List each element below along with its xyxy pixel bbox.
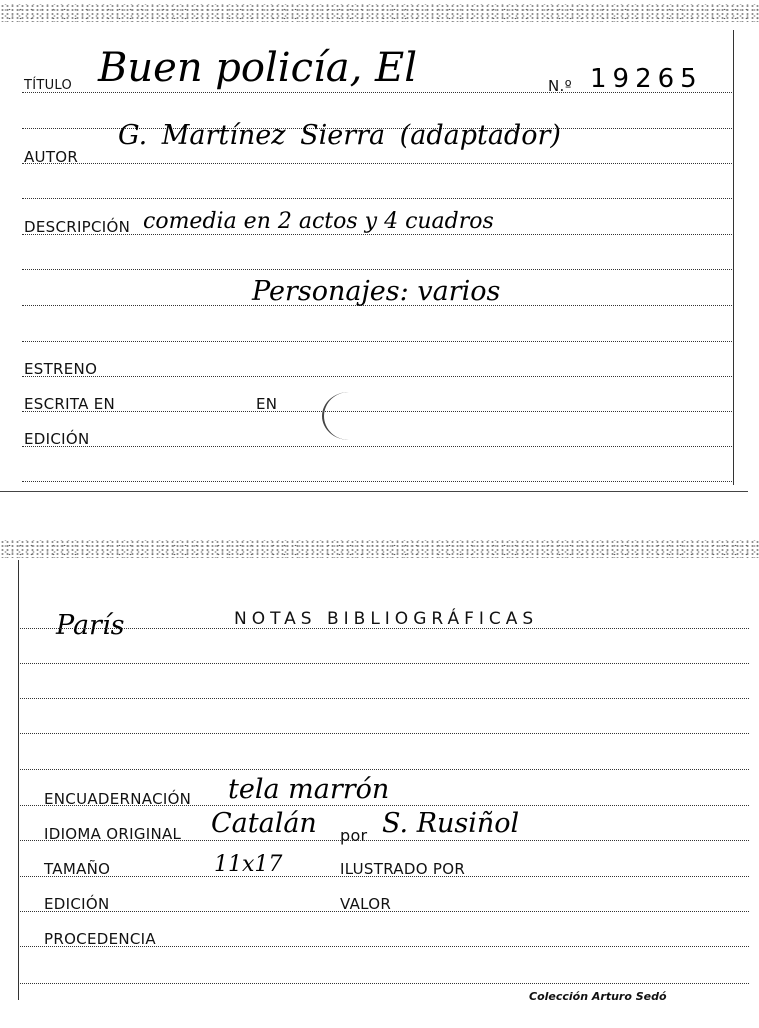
procedencia-label: PROCEDENCIA — [44, 930, 156, 948]
ilustrado-por-label: ILUSTRADO POR — [340, 860, 466, 878]
autor-value: G. Martínez Sierra (adaptador) — [118, 120, 561, 151]
descripcion-label: DESCRIPCIÓN — [24, 218, 131, 236]
notas-value: París — [56, 610, 125, 641]
idioma-original-label: IDIOMA ORIGINAL — [44, 825, 182, 843]
edicion-label: EDICIÓN — [44, 895, 110, 913]
encuadernacion-value: tela marrón — [228, 774, 390, 805]
escrita-en-label: ESCRITA EN — [24, 395, 116, 413]
scan-edge — [0, 540, 759, 558]
valor-label: VALOR — [340, 895, 392, 913]
por-label: por — [340, 826, 368, 845]
notas-bibliograficas-title: NOTAS BIBLIOGRÁFICAS — [234, 609, 539, 629]
titulo-label: TÍTULO — [24, 78, 73, 93]
descripcion-value-2: Personajes: varios — [252, 276, 501, 307]
por-value: S. Rusiñol — [382, 808, 520, 839]
numero-value: 19265 — [590, 64, 703, 94]
card-right-edge — [733, 30, 734, 485]
tamano-value: 11x17 — [214, 852, 283, 877]
catalog-card-back — [0, 540, 759, 1010]
card-left-edge — [18, 560, 19, 1000]
catalog-card-front — [0, 0, 759, 500]
scan-mark — [322, 392, 376, 440]
numero-label: N.º — [548, 77, 572, 95]
encuadernacion-label: ENCUADERNACIÓN — [44, 790, 192, 808]
titulo-value: Buen policía, El — [98, 45, 418, 91]
edicion-label: EDICIÓN — [24, 430, 90, 448]
en-label: EN — [256, 395, 278, 413]
scan-edge — [0, 4, 759, 22]
card-bottom-edge — [0, 491, 748, 492]
estreno-label: ESTRENO — [24, 360, 98, 378]
autor-label: AUTOR — [24, 148, 79, 166]
descripcion-value: comedia en 2 actos y 4 cuadros — [143, 209, 494, 234]
tamano-label: TAMAÑO — [44, 860, 111, 878]
collection-credit: Colección Arturo Sedó — [529, 990, 667, 1003]
idioma-original-value: Catalán — [211, 808, 317, 839]
